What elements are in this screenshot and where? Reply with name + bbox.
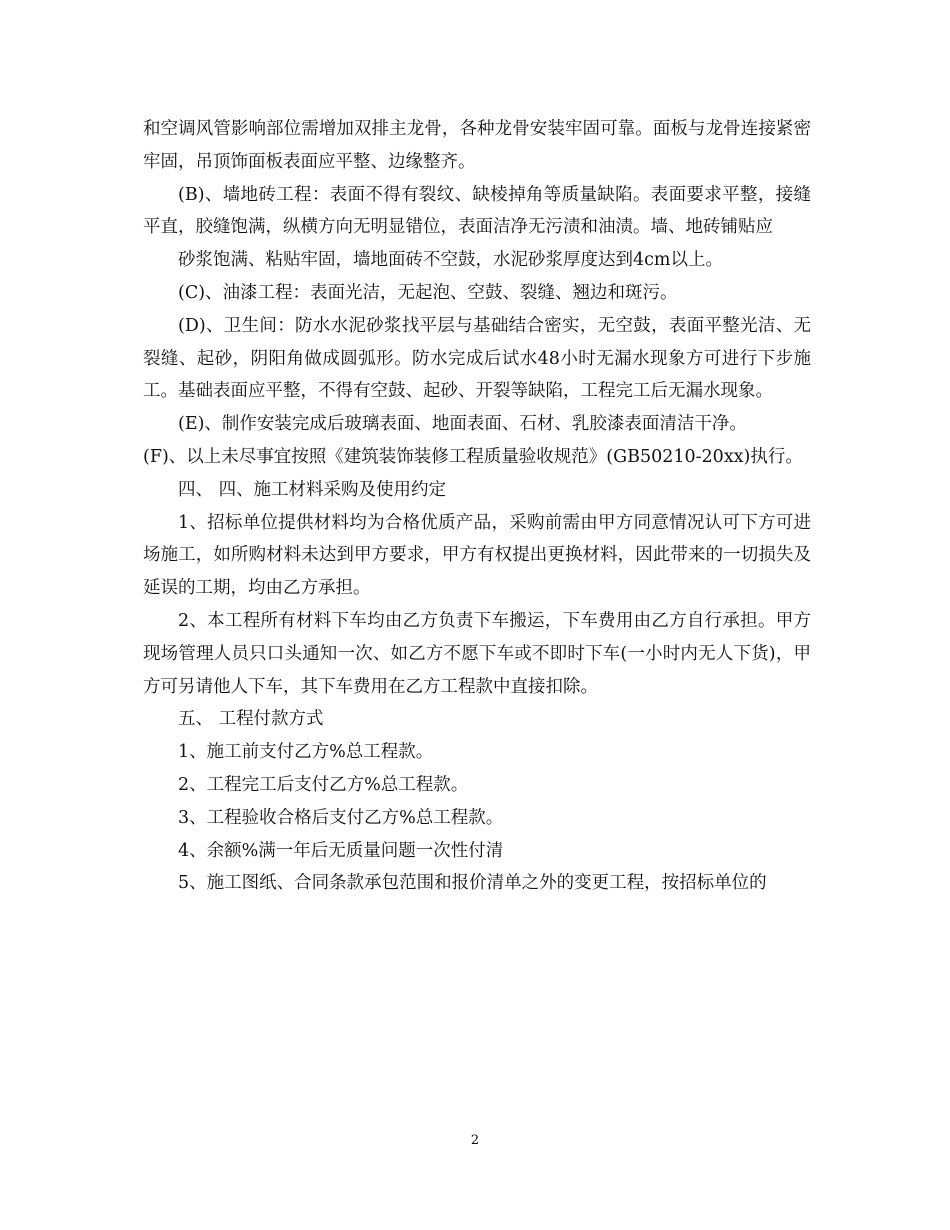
- paragraph-material-quality: 1、招标单位提供材料均为合格优质产品，采购前需由甲方同意情况认可下方可进场施工，如所购材料未达到甲方要求，甲方有权提出更换材料，因此带来的一切损失及延误的工期，均由乙方承担。: [143, 512, 811, 599]
- payment-item-3: 3、工程验收合格后支付乙方%总工程款。: [178, 807, 504, 828]
- paragraph-bathroom: (D)、卫生间：防水水泥砂浆找平层与基础结合密实，无空鼓，表面平整光洁、无裂缝、起砂，阴阳角做成圆弧形。防水完成后试水48小时无漏水现象方可进行下步施工。基础表面应平整，不得有空鼓、起砂、开裂等缺陷，工程完工后无漏水现象。: [143, 315, 811, 402]
- payment-item-5: 5、施工图纸、合同条款承包范围和报价清单之外的变更工程，按招标单位的: [178, 873, 767, 894]
- paragraph-wall-floor-tile: (B)、墙地砖工程：表面不得有裂纹、缺棱掉角等质量缺陷。表面要求平整，接缝平直，胶缝饱满，纵横方向无明显错位，表面洁净无污渍和油渍。墙、地砖铺贴应: [143, 184, 811, 238]
- payment-item-4: 4、余额%满一年后无质量问题一次性付清: [178, 840, 504, 861]
- payment-item-1: 1、施工前支付乙方%总工程款。: [178, 742, 434, 763]
- paragraph-ceiling-keel: 和空调风管影响部位需增加双排主龙骨，各种龙骨安装牢固可靠。面板与龙骨连接紧密牢固，吊顶饰面板表面应平整、边缘整齐。: [143, 119, 811, 172]
- paragraph-material-unloading: 2、本工程所有材料下车均由乙方负责下车搬运，下车费用由乙方自行承担。甲方现场管理人员只口头通知一次、如乙方不愿下车或不即时下车(一小时内无人下货)，甲方可另请他人下车，其下车费用在乙方工程款中直接扣除。: [143, 610, 811, 697]
- paragraph-standard-reference: (F)、以上未尽事宜按照《建筑装饰装修工程质量验收规范》(GB50210-20xx)执行。: [143, 446, 803, 467]
- section-heading-payment: 五、 工程付款方式: [178, 709, 324, 730]
- paragraph-paint-work: (C)、油漆工程：表面光洁，无起泡、空鼓、裂缝、翘边和斑污。: [178, 282, 678, 303]
- paragraph-cleaning: (E)、制作安装完成后玻璃表面、地面表面、石材、乳胶漆表面清洁干净。: [178, 414, 747, 435]
- payment-item-2: 2、工程完工后支付乙方%总工程款。: [178, 774, 469, 795]
- document-body: [143, 113, 811, 900]
- page-number: 2: [470, 1133, 480, 1148]
- section-heading-materials: 四、 四、施工材料采购及使用约定: [178, 479, 447, 500]
- paragraph-mortar: 砂浆饱满、粘贴牢固，墙地面砖不空鼓，水泥砂浆厚度达到4cm以上。: [178, 250, 724, 271]
